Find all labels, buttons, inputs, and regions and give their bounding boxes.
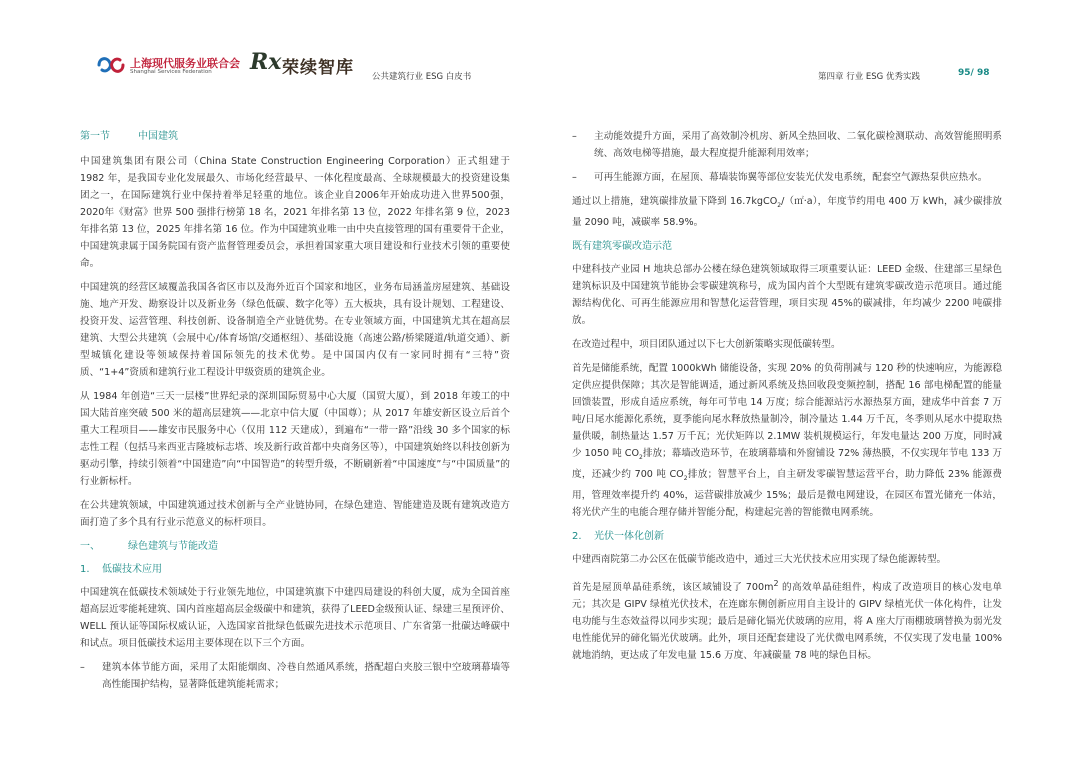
bullet-item (572, 128, 1002, 162)
paragraph: 中国建筑在低碳技术领域处于行业领先地位，中国建筑旗下中建四局建设的科创大厦，成为全国首座超高层近零能耗建筑、国内首座超高层金级碳中和建筑，获得了LEED金级预认证、绿建三星预评价、WELL 预认证等国际权威认证，入选国家首批绿色低碳先进技术示范项目、广东省第一批碳达峰碳中和试点。项目低碳技术运用主要体现在以下三个方面。 (80, 587, 510, 649)
text-run: 首先是储能系统，配置 1000kWh 储能设备，实现 20% 的负荷削减与 120 秒的快速响应，为能源稳定供应提供保障；其次是智能调适，通过新风系统及热回收段变频控制，搭配 16 部电梯配置的能量回馈装置，形成自适应系统，每年可节电 14 万度；综合能源站污水源热泵方面，建成华中首套 7 万吨/日尾水能源化系统，夏季能向尾水释放热量制冷，制冷量达 1.44 万千瓦，冬季则从尾水中提取热量供暖，制热量达 1.57 万千瓦；光伏矩阵以 2.1MW 装机规模运行，年发电量达 200 万度，同时减少 1050 吨 CO (572, 362, 1002, 459)
chapter-title: 第四章 行业 ESG 优秀实践 (818, 72, 920, 82)
sub-subsection-title: 光伏一体化创新 (594, 530, 664, 542)
page-header (0, 0, 1080, 100)
paragraph (572, 193, 1002, 231)
superscript: 2 (773, 578, 779, 588)
paragraph: 在公共建筑领域，中国建筑通过技术创新与全产业链协同，在绿色建造、智能建造及既有建筑改造方面打造了多个具有行业示范意义的标杆项目。 (80, 500, 510, 528)
page-number: 95/ 98 (958, 68, 990, 78)
section-heading (80, 128, 510, 145)
paragraph: 中建科技产业园 H 地块总部办公楼在绿色建筑领域取得三项重要认证：LEED 金级、住建部三星绿色建筑标识及中国建筑节能协会零碳建筑称号，成为国内首个大型既有建筑零碳改造示范项目。通过能源结构优化、可再生能源应用和智慧化运营管理，项目实现 45%的碳减排，年均减少 2200 吨碳排放。 (572, 263, 1002, 326)
sub-subsection-heading (572, 528, 1002, 545)
subscript: 2 (777, 201, 782, 209)
sub-subsection-heading (80, 561, 510, 578)
subsection-title: 绿色建筑与节能改造 (128, 541, 218, 552)
text-run: 排放；幕墙改造环节，在玻璃幕墙和外窗铺设 72% 薄热膜，不仅实现年节电 133 万度，还减少约 700 吨 CO (572, 447, 1002, 480)
paragraph: 中建西南院第二办公区在低碳节能改造中，通过三大光伏技术应用实现了绿色能源转型。 (572, 553, 947, 565)
paragraph (572, 360, 1002, 521)
federation-name-en: Shanghai Services Federation (130, 69, 212, 75)
sub-subsection-number: 2. (572, 530, 582, 542)
text-run: 排放；智慧平台上，自主研发零碳智慧运营平台，助力降低 23% 能源费用，管理效率提升约 40%，运营碳排放减少 15%；最后是微电网建设，在园区布置光储充一体站，将光伏产生的电能合理存储并智能分配，构建起完善的智能微电网系统。 (572, 468, 1003, 518)
subscript: 2 (683, 474, 688, 482)
left-column (80, 128, 510, 700)
paragraph: 在改造过程中，项目团队通过以下七大创新策略实现低碳转型。 (572, 338, 841, 350)
text-run: 的高效单晶硅组件，构成了改造项目的核心发电单元；其次是 GIPV 绿植光伏技术，在连廊东侧创新应用自主设计的 GIPV 绿植光伏一体化构件，让发电功能与生态效益得以同步实现；最后是碲化镉光伏玻璃的应用，将 A 座大厅雨棚玻璃替换为弱光发电性能优异的碲化镉光伏玻璃。此外，项目还配套建设了光伏微电网系统，不仅实现了发电量 100% 就地消纳，更达成了年发电量 15.6 万度、年减碳量 78 吨的绿色目标。 (572, 581, 1002, 661)
sub-subsection-title: 低碳技术应用 (102, 564, 162, 575)
federation-mark-icon (96, 54, 126, 76)
bullet-dash: – (572, 131, 577, 142)
bullet-text: 可再生能源方面，在屋顶、幕墙装饰翼等部位安装光伏发电系统，配套空气源热泵供应热水。 (594, 172, 988, 183)
bullet-item (80, 659, 510, 693)
paragraph: 中国建筑的经营区域覆盖我国各省区市以及海外近百个国家和地区，业务布局涵盖房屋建筑、基础设施、地产开发、勘察设计以及新业务（绿色低碳、数字化等）五大板块，具有设计规划、工程建设、投资开发、运营管理、科技创新、设备制造全产业链优势。在专业领域方面，中国建筑尤其在超高层建筑、大型公共建筑（会展中心/体育场馆/交通枢纽）、基础设施（高速公路/桥梁隧道/轨道交通）、新型城镇化建设等领域保持着国际领先的技术优势。是中国国内仅有一家同时拥有“三特”资质、“1+4”资质和建筑行业工程设计甲级资质的建筑企业。 (80, 282, 510, 378)
paragraph: 中国建筑集团有限公司（China State Construction Engineering Corporation）正式组建于 1982 年，是我国专业化发展最久、市场化经营最早、一体化程度最高、全球规模最大的投资建设集团之一，在国际建筑行业中保持着举足轻重的地位。该企业自2006年开始成功进入世界500强，2020年《财富》世界 500 强排行榜第 18 名，2021 年排名第 13 位，2022 年排名第 9 位，2023 年排名第 13 位，2025 年排名第 16 位。作为中国建筑业唯一由中央直接管理的国有重要骨干企业，中国建筑隶属于国务院国有资产监督管理委员会，承担着国家重大项目建设和行业技术引领的重要使命。 (80, 156, 510, 269)
subscript: 2 (639, 453, 643, 461)
federation-name-cn: 上海现代服务业联合会 (130, 57, 240, 70)
subsection-heading (80, 538, 510, 555)
bullet-dash: – (572, 172, 577, 183)
think-tank-name: 荣续智库 (282, 58, 354, 78)
section-title: 中国建筑 (138, 131, 178, 142)
text-run: 首先是屋顶单晶硅系统，该区域铺设了 700m (572, 581, 774, 593)
bullet-text: 主动能效提升方面，采用了高效制冷机房、新风全热回收、二氧化碳检测联动、高效智能照明系统、高效电梯等措施，最大程度提升能源利用效率； (594, 131, 1002, 159)
bullet-dash: – (80, 662, 85, 673)
book-title: 公共建筑行业 ESG 白皮书 (372, 72, 472, 82)
bullet-item (572, 169, 1002, 186)
think-tank-logo-mark: Rx (250, 49, 282, 75)
right-column (572, 128, 1002, 671)
text-run: 通过以上措施，建筑碳排放量下降到 16.7kgCO (572, 196, 778, 207)
subsection-number: 一、 (80, 541, 100, 552)
paragraph: 从 1984 年创造“三天一层楼”世界纪录的深圳国际贸易中心大厦（国贸大厦），到 2018 年竣工的中国大陆首座突破 500 米的超高层建筑——北京中信大厦（中国尊）；从 2017 年雄安新区设立后首个重大工程项目——雄安市民服务中心（仅用 112 天建成），到遍布“一带一路”沿线 30 多个国家的标志性工程（包括马来西亚吉隆坡标志塔、埃及新行政首都中央商务区等），中国建筑始终以科技创新为驱动引擎，持续引领着“中国建造”向“中国智造”的转型升级，不断刷新着“中国速度”与“中国质量”的行业新标杆。 (80, 391, 510, 487)
case-heading: 既有建筑零碳改造示范 (572, 240, 672, 252)
bullet-text: 建筑本体节能方面，采用了太阳能烟囱、冷巷自然通风系统，搭配超白夹胶三银中空玻璃幕墙等高性能围护结构，显著降低建筑能耗需求； (102, 662, 510, 690)
section-number: 第一节 (80, 131, 110, 142)
text-run: /（㎡·a），年度节约用电 400 万 kWh，减少碳排放量 2090 吨，减碳率 58.9%。 (572, 196, 1002, 228)
shanghai-services-federation-logo (96, 52, 240, 78)
sub-subsection-number: 1. (80, 564, 90, 575)
paragraph (572, 575, 1002, 664)
